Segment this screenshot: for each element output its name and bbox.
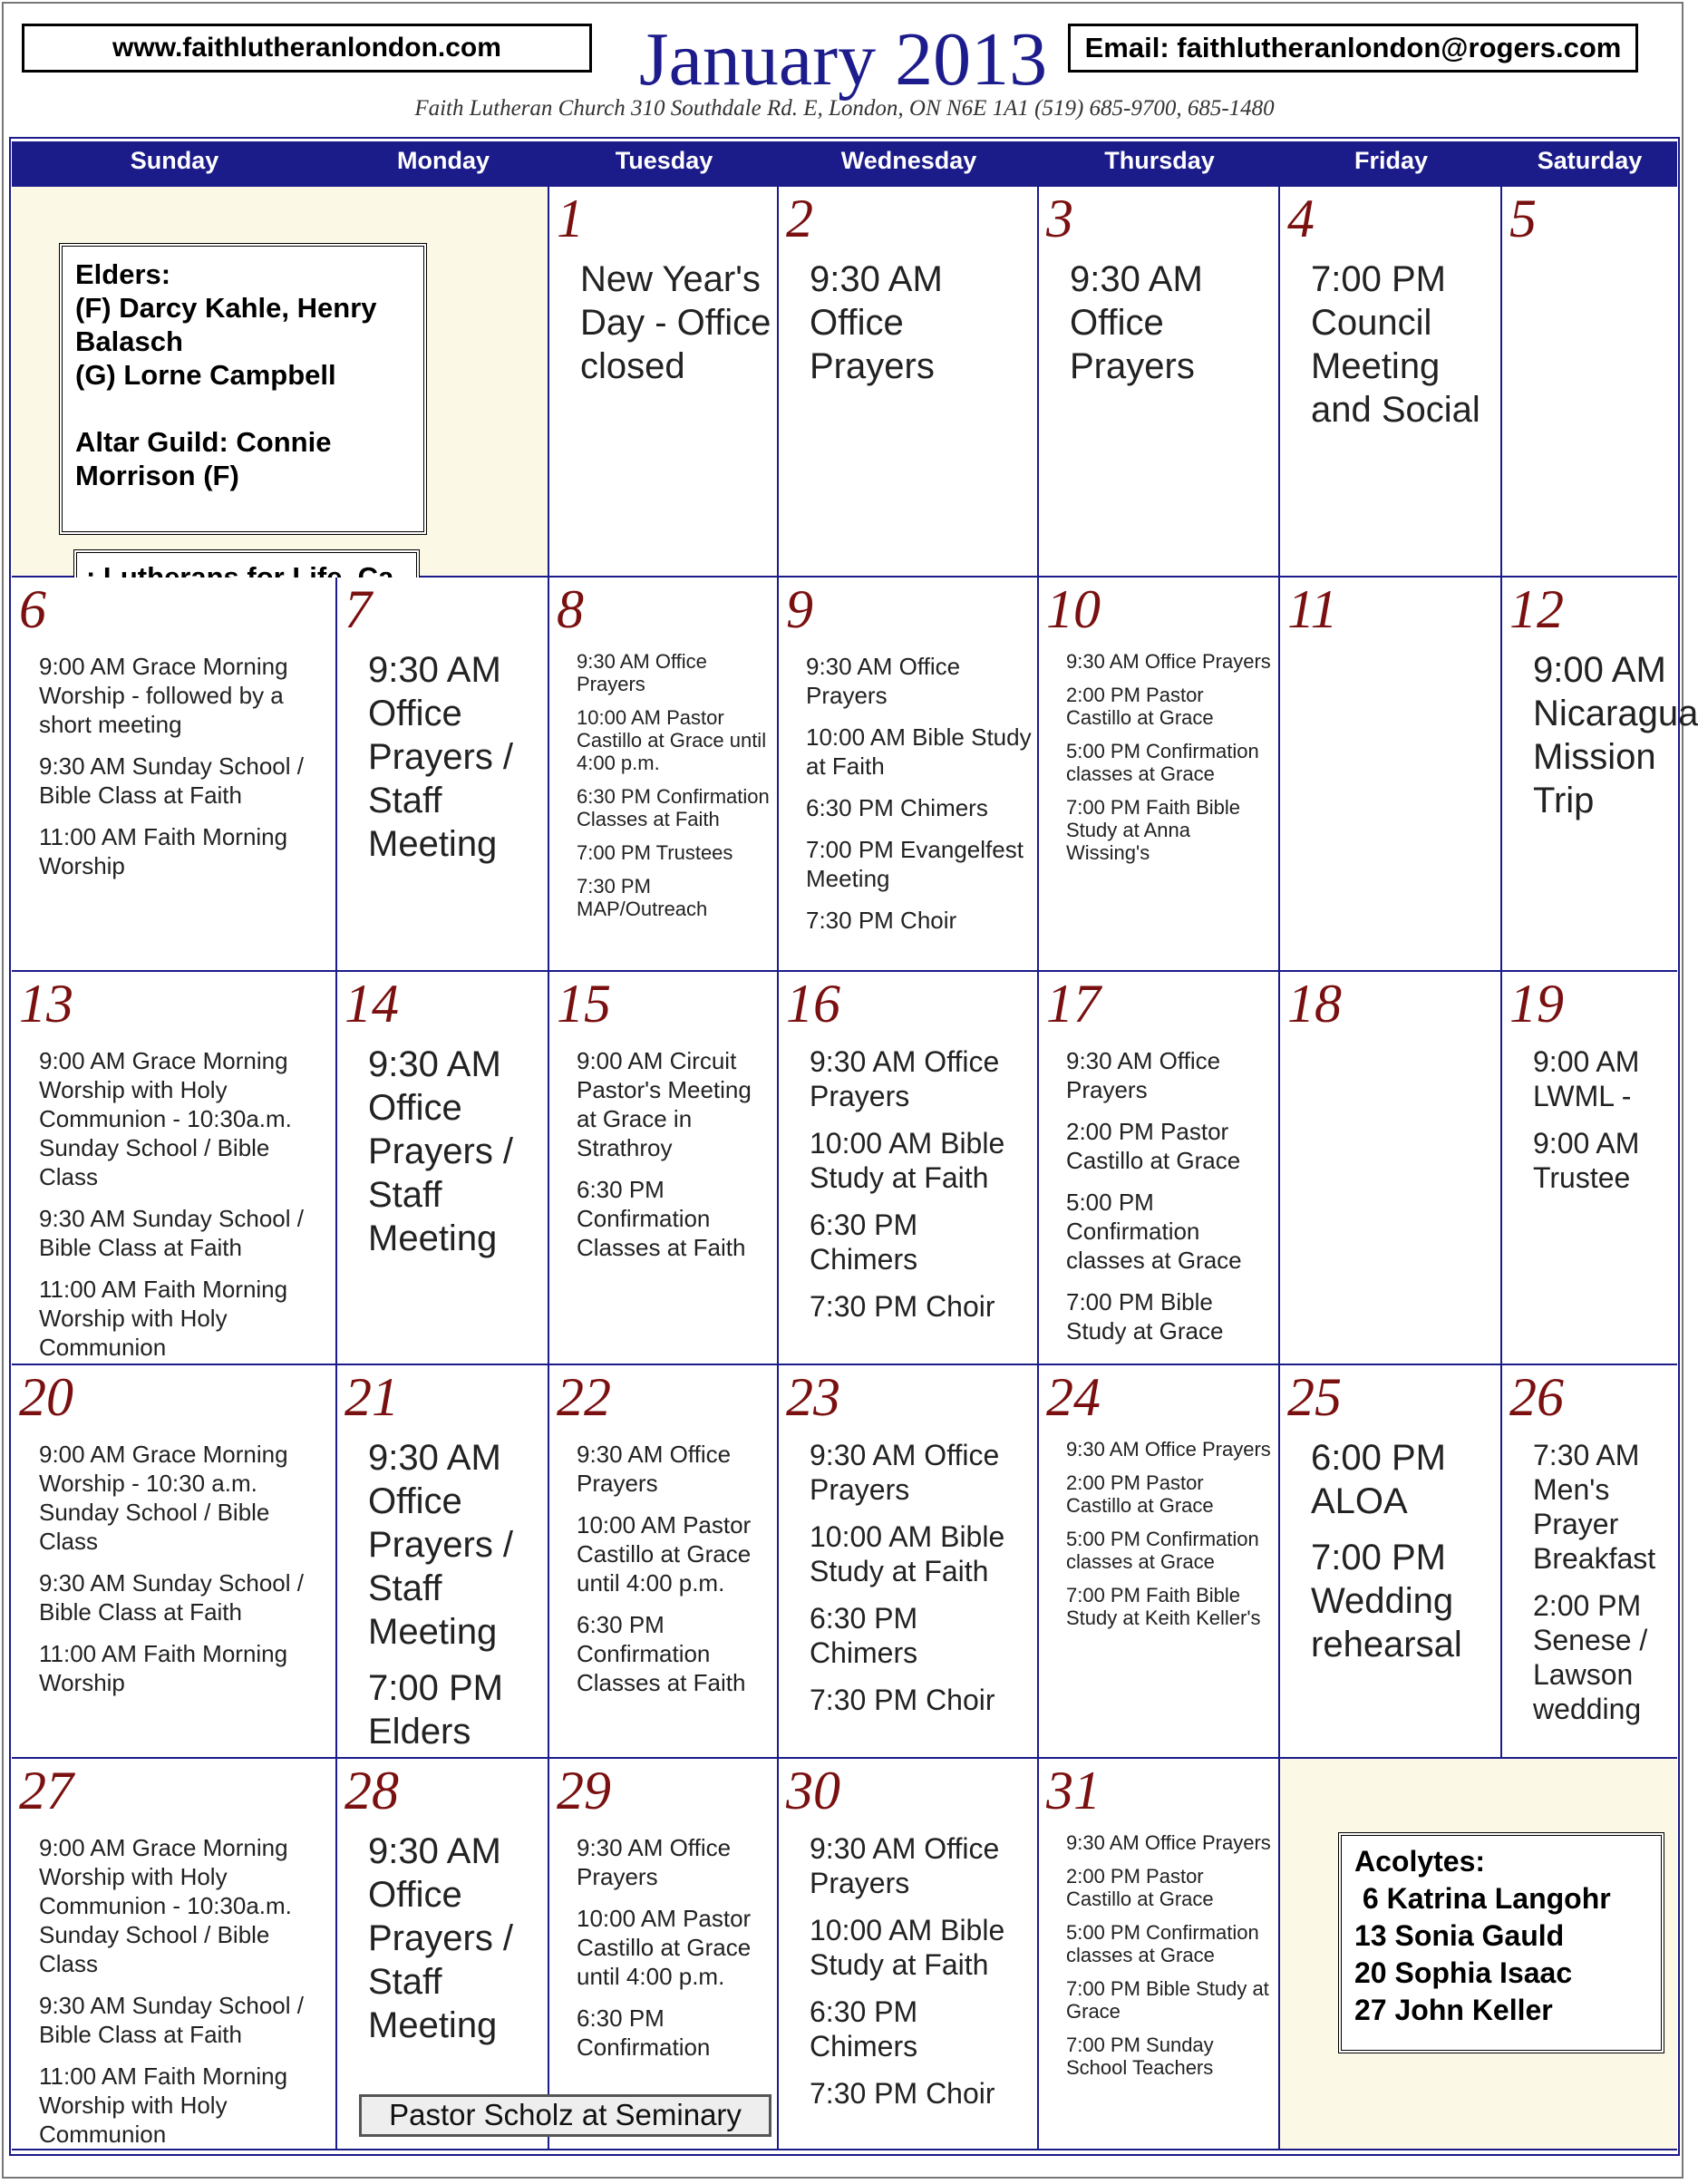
calendar-event[interactable]: 11:00 AM Faith Morning Worship with Holy Communion: [39, 2063, 288, 2148]
day-cell-11[interactable]: [1280, 578, 1502, 972]
calendar-event[interactable]: 7:00 PM Faith Bible Study at Anna Wissing's: [1066, 796, 1240, 864]
calendar-event[interactable]: 5:00 PM Confirmation classes at Grace: [1066, 1921, 1259, 1966]
acolyte-line: 20 Sophia Isaac: [1354, 1956, 1573, 1989]
event-list: [1533, 1438, 1672, 1739]
event-list: [1066, 650, 1273, 875]
email-box: Email: faithlutheranlondon@rogers.com: [1068, 24, 1638, 73]
event-list: [368, 1436, 542, 1766]
calendar-event[interactable]: 9:30 AM Office Prayers: [1066, 1438, 1271, 1461]
calendar-event[interactable]: 9:30 AM Office Prayers: [810, 259, 943, 386]
elders-line: Elders:: [75, 258, 171, 290]
calendar-event[interactable]: 10:00 AM Bible Study at Faith: [810, 1520, 1005, 1587]
event-list: [577, 1833, 771, 2074]
calendar-event[interactable]: 7:00 PM Wedding rehearsal: [1311, 1538, 1462, 1665]
event-list: [810, 1044, 1032, 1336]
event-list: [368, 1830, 542, 2060]
calendar-event[interactable]: 9:30 AM Office Prayers: [577, 1441, 732, 1497]
day-cell-18[interactable]: [1280, 972, 1502, 1365]
calendar-event[interactable]: 9:00 AM Grace Morning Worship - followed by a short meeting: [39, 653, 288, 738]
day-number: 28: [344, 1761, 399, 1820]
acolyte-line: 13 Sonia Gauld: [1354, 1919, 1565, 1952]
elders-box: [59, 243, 427, 535]
day-number: 11: [1287, 579, 1338, 639]
weekday-header-row: [12, 141, 1677, 187]
website-box: www.faithlutheranlondon.com: [22, 24, 592, 73]
calendar-event[interactable]: 6:30 PM Chimers: [810, 1995, 918, 2063]
day-cell-29[interactable]: [549, 1759, 779, 2150]
calendar-event[interactable]: 7:00 PM Sunday School Teachers: [1066, 2034, 1214, 2079]
day-cell-23[interactable]: [779, 1365, 1039, 1759]
calendar-event[interactable]: 10:00 AM Bible Study at Faith: [806, 723, 1032, 780]
day-cell-16[interactable]: [779, 972, 1039, 1365]
calendar-event[interactable]: 7:00 PM Faith Bible Study at Keith Keller's: [1066, 1584, 1261, 1629]
day-cell-14[interactable]: [337, 972, 549, 1365]
calendar-event[interactable]: 9:30 AM Office Prayers: [810, 1832, 1000, 1899]
day-number: 3: [1046, 189, 1073, 248]
weekday-monday: Monday: [396, 147, 490, 174]
weekday-saturday: Saturday: [1537, 147, 1643, 174]
calendar-event[interactable]: 7:30 AM Men's Prayer Breakfast: [1533, 1439, 1656, 1575]
day-cell-5[interactable]: [1502, 187, 1677, 578]
event-list: [580, 257, 771, 401]
day-cell-9[interactable]: [779, 578, 1039, 972]
calendar-event[interactable]: 9:00 AM Grace Morning Worship with Holy Communion - 10:30a.m. Sunday School / Bible Class: [39, 1834, 292, 1977]
day-number: 27: [19, 1761, 73, 1820]
calendar-event[interactable]: 6:30 PM Confirmation: [577, 2004, 711, 2061]
calendar-event[interactable]: 5:00 PM Confirmation classes at Grace: [1066, 740, 1259, 785]
calendar-event[interactable]: 9:30 AM Office Prayers: [1070, 259, 1203, 386]
calendar-event[interactable]: 9:00 AM Grace Morning Worship with Holy Communion - 10:30a.m. Sunday School / Bible Class: [39, 1047, 292, 1190]
day-number: 5: [1509, 189, 1537, 248]
event-list: [368, 648, 542, 878]
calendar-event[interactable]: 6:30 PM Confirmation Classes at Faith: [577, 785, 770, 830]
day-number: 16: [786, 974, 840, 1034]
event-list: [1311, 1436, 1495, 1679]
event-list: [810, 1438, 1032, 1730]
acolyte-line: 27 John Keller: [1354, 1994, 1553, 2026]
calendar-event[interactable]: 2:00 PM Pastor Castillo at Grace: [1066, 1118, 1241, 1174]
day-cell-25[interactable]: [1280, 1365, 1502, 1759]
calendar-event[interactable]: 6:30 PM Chimers: [810, 1208, 918, 1276]
day-number: 18: [1287, 974, 1342, 1034]
acolyte-line: Acolytes:: [1354, 1845, 1486, 1878]
calendar-event[interactable]: 11:00 AM Faith Morning Worship with Holy Communion: [39, 1276, 288, 1361]
day-number: 2: [786, 189, 813, 248]
weekday-wednesday: Wednesday: [840, 147, 977, 174]
weekday-thursday: Thursday: [1104, 147, 1215, 174]
elders-line: Altar Guild: Connie Morrison (F): [75, 426, 340, 491]
calendar-event[interactable]: 7:00 PM Bible Study at Grace: [1066, 1977, 1269, 2023]
day-cell-28[interactable]: [337, 1759, 549, 2150]
day-number: 9: [786, 579, 813, 639]
day-cell-26[interactable]: [1502, 1365, 1677, 1759]
day-number: 13: [19, 974, 73, 1034]
calendar-event[interactable]: 9:00 AM LWML -: [1533, 1045, 1640, 1112]
event-list: [577, 1440, 771, 1710]
event-list: [1066, 1046, 1273, 1358]
day-number: 21: [344, 1367, 399, 1427]
day-number: 7: [344, 579, 372, 639]
calendar-event[interactable]: 7:00 PM Trustees: [577, 841, 733, 864]
calendar-event[interactable]: 7:30 PM Choir: [806, 907, 957, 934]
calendar-event[interactable]: 2:00 PM Pastor Castillo at Grace: [1066, 1471, 1214, 1517]
calendar-event[interactable]: 9:30 AM Office Prayers: [810, 1045, 1000, 1112]
day-number: 24: [1046, 1367, 1101, 1427]
day-number: 1: [557, 189, 584, 248]
acolytes-cell: [1280, 1759, 1677, 2150]
day-number: 29: [557, 1761, 611, 1820]
calendar-event[interactable]: 7:30 PM Choir: [810, 1684, 995, 1716]
day-number: 14: [344, 974, 399, 1034]
calendar-event[interactable]: 9:30 AM Office Prayers / Staff Meeting: [368, 650, 514, 864]
calendar-event[interactable]: 7:30 PM Choir: [810, 1290, 995, 1323]
calendar-event[interactable]: 6:30 PM Chimers: [806, 794, 988, 821]
calendar-event[interactable]: 7:30 PM Choir: [810, 2077, 995, 2110]
calendar-event[interactable]: 10:00 AM Bible Study at Faith: [810, 1127, 1005, 1194]
day-cell-30[interactable]: [779, 1759, 1039, 2150]
weekday-friday: Friday: [1354, 147, 1429, 174]
pastor-seminary-banner: Pastor Scholz at Seminary: [359, 2094, 771, 2137]
calendar-event[interactable]: 9:00 AM Trustee: [1533, 1127, 1640, 1194]
event-list: [1066, 1438, 1273, 1640]
calendar-event[interactable]: 9:30 AM Sunday School / Bible Class at Faith: [39, 1992, 304, 2048]
day-number: 8: [557, 579, 584, 639]
calendar-event[interactable]: 10:00 AM Bible Study at Faith: [810, 1914, 1005, 1981]
calendar-event[interactable]: 6:30 PM Confirmation Classes at Faith: [577, 1176, 746, 1261]
event-list: [368, 1043, 542, 1273]
calendar-event[interactable]: 9:30 AM Office Prayers: [577, 1834, 732, 1890]
day-cell-31[interactable]: [1039, 1759, 1280, 2150]
day-cell-24[interactable]: [1039, 1365, 1280, 1759]
day-number: 6: [19, 579, 46, 639]
calendar-event[interactable]: 9:30 AM Sunday School / Bible Class at Faith: [39, 1205, 304, 1261]
acolyte-line: 6 Katrina Langohr: [1354, 1882, 1611, 1915]
calendar-event[interactable]: 7:30 PM MAP/Outreach: [577, 875, 708, 920]
calendar-event[interactable]: 9:30 AM Sunday School / Bible Class at Faith: [39, 1569, 304, 1626]
day-number: 22: [557, 1367, 611, 1427]
calendar-event[interactable]: 11:00 AM Faith Morning Worship: [39, 1640, 288, 1696]
day-number: 25: [1287, 1367, 1342, 1427]
day-number: 12: [1509, 579, 1564, 639]
calendar-event[interactable]: 9:30 AM Office Prayers / Staff Meeting: [368, 1044, 514, 1258]
calendar-event[interactable]: 11:00 AM Faith Morning Worship: [39, 823, 288, 879]
day-cell-15[interactable]: [549, 972, 779, 1365]
calendar-event[interactable]: 9:00 AM Circuit Pastor's Meeting at Grace in Strathroy: [577, 1047, 752, 1161]
weekday-sunday: Sunday: [130, 147, 219, 174]
calendar-event[interactable]: 9:30 AM Office Prayers / Staff Meeting: [368, 1831, 514, 2045]
calendar-event[interactable]: 10:00 AM Pastor Castillo at Grace until 4:00 p.m.: [577, 1905, 752, 1990]
calendar-grid: [12, 141, 1698, 2150]
day-cell-19[interactable]: [1502, 972, 1677, 1365]
calendar-event[interactable]: 2:00 PM Pastor Castillo at Grace: [1066, 684, 1214, 729]
day-cell-7[interactable]: [337, 578, 549, 972]
day-cell-17[interactable]: [1039, 972, 1280, 1365]
calendar-event[interactable]: 2:00 PM Senese / Lawson wedding: [1533, 1589, 1648, 1725]
event-list: [39, 1046, 330, 1374]
calendar-event[interactable]: 9:30 AM Office Prayers: [806, 653, 961, 709]
day-cell-1[interactable]: [549, 187, 779, 578]
calendar-event[interactable]: 9:30 AM Office Prayers: [1066, 650, 1271, 673]
elders-line: (F) Darcy Kahle, Henry Balasch: [75, 292, 385, 357]
day-number: 4: [1287, 189, 1315, 248]
event-list: [577, 1046, 771, 1275]
day-number: 30: [786, 1761, 840, 1820]
calendar-event[interactable]: 9:30 AM Office Prayers / Staff Meeting: [368, 1438, 514, 1652]
event-list: [1311, 257, 1495, 444]
calendar-event[interactable]: 9:30 AM Sunday School / Bible Class at Faith: [39, 752, 304, 809]
day-number: 20: [19, 1367, 73, 1427]
calendar-event[interactable]: 9:00 AM Nicaragua Mission Trip: [1533, 650, 1698, 820]
calendar-event[interactable]: New Year's Day - Office closed: [580, 259, 771, 386]
calendar-event[interactable]: 5:00 PM Confirmation classes at Grace: [1066, 1189, 1242, 1274]
event-list: [1066, 1831, 1273, 2090]
day-cell-10[interactable]: [1039, 578, 1280, 972]
day-number: 10: [1046, 579, 1101, 639]
day-cell-3[interactable]: [1039, 187, 1280, 578]
event-list: [39, 1440, 330, 1710]
event-list: [806, 652, 1032, 947]
event-list: [810, 1831, 1032, 2123]
calendar-event[interactable]: 7:00 PM Bible Study at Grace: [1066, 1288, 1224, 1344]
day-number: 19: [1509, 974, 1564, 1034]
notes-cell: [12, 187, 549, 578]
day-cell-13[interactable]: [12, 972, 337, 1365]
church-address: Faith Lutheran Church 310 Southdale Rd. E, London, ON N6E 1A1 (519) 685-9700, 685-1480: [414, 96, 1275, 121]
calendar-event[interactable]: 6:30 PM Confirmation Classes at Faith: [577, 1611, 746, 1696]
calendar-event[interactable]: 7:00 PM Elders: [368, 1668, 503, 1752]
calendar-event[interactable]: 10:00 AM Pastor Castillo at Grace until 4:00 p.m.: [577, 706, 767, 774]
day-number: 17: [1046, 974, 1101, 1034]
day-cell-27[interactable]: [12, 1759, 337, 2150]
day-cell-8[interactable]: [549, 578, 779, 972]
acolytes-box: [1338, 1832, 1664, 2053]
day-number: 31: [1046, 1761, 1101, 1820]
event-list: [39, 1833, 330, 2161]
event-list: [39, 652, 330, 893]
day-cell-12[interactable]: [1502, 578, 1698, 972]
elders-line: [75, 392, 411, 425]
calendar-event[interactable]: 9:30 AM Office Prayers: [810, 1439, 1000, 1506]
elders-line: (G) Lorne Campbell: [75, 359, 336, 391]
calendar-event[interactable]: 9:00 AM Grace Morning Worship - 10:30 a.m. Sunday School / Bible Class: [39, 1441, 288, 1555]
event-list: [1533, 1044, 1672, 1208]
event-list: [810, 257, 1032, 401]
calendar-event[interactable]: 10:00 AM Pastor Castillo at Grace until 4:00 p.m.: [577, 1511, 752, 1597]
calendar-event[interactable]: 2:00 PM Pastor Castillo at Grace: [1066, 1865, 1214, 1910]
calendar-event[interactable]: 9:30 AM Office Prayers: [1066, 1047, 1221, 1103]
weekday-tuesday: Tuesday: [615, 147, 713, 174]
calendar-event[interactable]: 9:30 AM Office Prayers: [1066, 1831, 1271, 1854]
day-cell-6[interactable]: [12, 578, 337, 972]
calendar-event[interactable]: 6:00 PM ALOA: [1311, 1438, 1446, 1521]
day-cell-21[interactable]: [337, 1365, 549, 1759]
day-number: 23: [786, 1367, 840, 1427]
day-cell-20[interactable]: [12, 1365, 337, 1759]
day-cell-22[interactable]: [549, 1365, 779, 1759]
event-list: [577, 650, 771, 931]
day-number: 26: [1509, 1367, 1564, 1427]
calendar-event[interactable]: 6:30 PM Chimers: [810, 1602, 918, 1669]
calendar-event[interactable]: 7:00 PM Evangelfest Meeting: [806, 836, 1024, 892]
event-list: [1070, 257, 1273, 401]
calendar-event[interactable]: 5:00 PM Confirmation classes at Grace: [1066, 1528, 1259, 1573]
event-list: [1533, 648, 1698, 835]
day-cell-4[interactable]: [1280, 187, 1502, 578]
day-number: 15: [557, 974, 611, 1034]
day-cell-2[interactable]: [779, 187, 1039, 578]
calendar-event[interactable]: 7:00 PM Council Meeting and Social: [1311, 259, 1480, 430]
month-title: January 2013: [638, 17, 1048, 102]
calendar-event[interactable]: 9:30 AM Office Prayers: [577, 650, 707, 695]
